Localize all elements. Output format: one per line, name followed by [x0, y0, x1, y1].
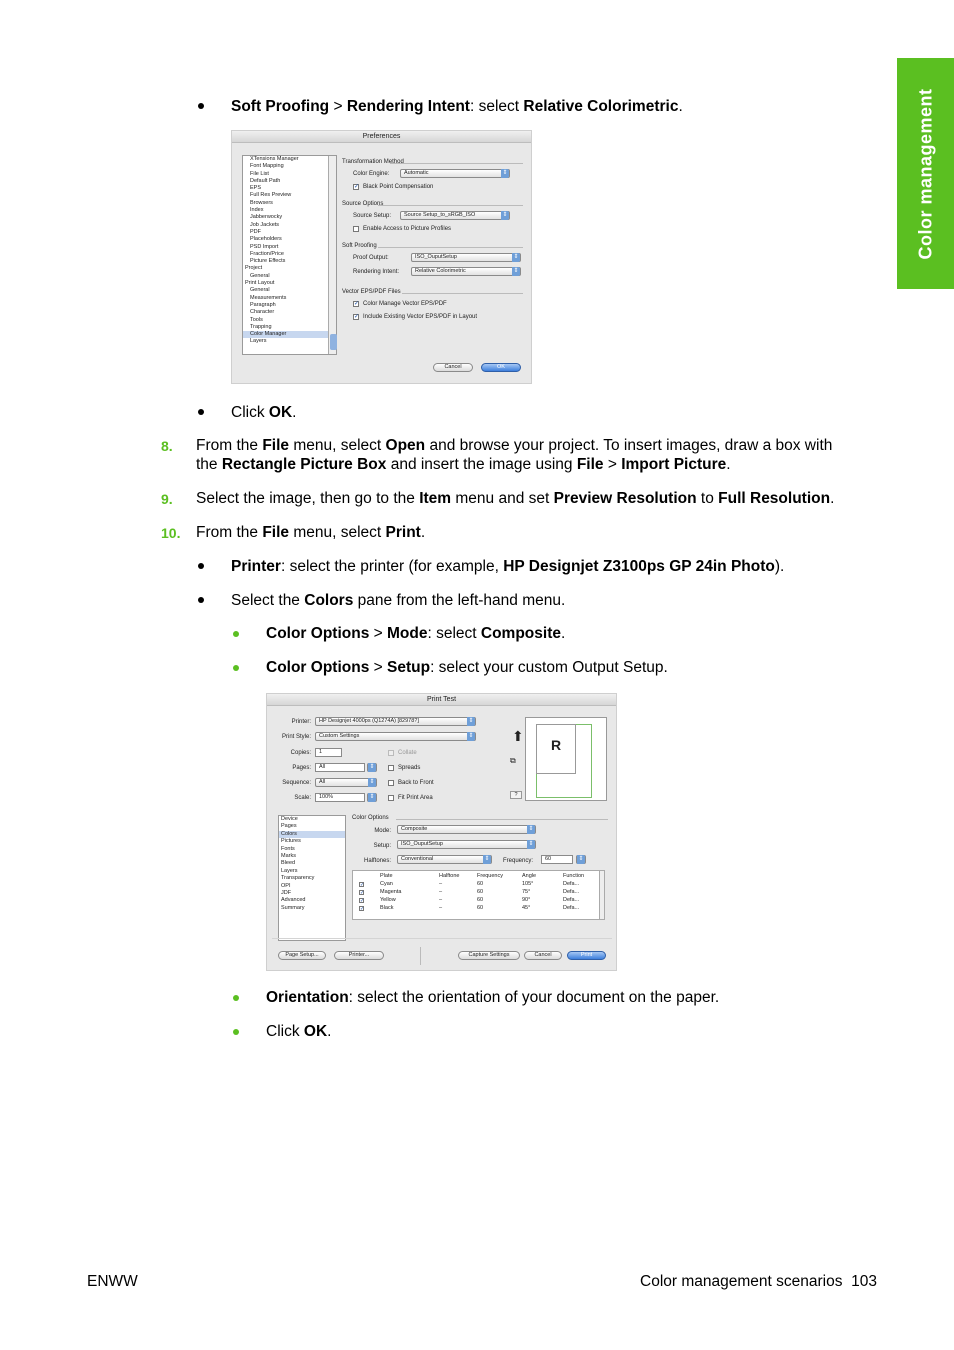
- bullet: [198, 103, 204, 109]
- separator: >: [603, 456, 622, 473]
- collate-checkbox[interactable]: [388, 750, 394, 756]
- footer-right: [640, 1273, 877, 1291]
- table-cell: –: [439, 881, 443, 887]
- step-9: [196, 489, 834, 508]
- table-cell: –: [439, 905, 443, 911]
- col-header-angle: Angle: [522, 873, 537, 879]
- scale-field[interactable]: 100%: [315, 793, 365, 802]
- text: Select the: [231, 592, 305, 609]
- footer-left: ENWW: [87, 1273, 138, 1290]
- pane-item-layers[interactable]: Layers: [281, 867, 298, 874]
- scroll-thumb[interactable]: [330, 334, 337, 350]
- text: the: [196, 456, 222, 473]
- pane-item-fonts[interactable]: Fonts: [281, 845, 295, 852]
- step-10: [196, 523, 425, 542]
- list-item[interactable]: Print Layout: [245, 280, 275, 287]
- capture-settings-button[interactable]: Capture Settings: [458, 951, 520, 960]
- list-item[interactable]: Picture Effects: [250, 258, 286, 265]
- list-item[interactable]: PSD Import: [250, 243, 279, 250]
- separator: >: [369, 659, 387, 676]
- step-click-ok-2: [266, 1022, 331, 1041]
- step-color-setup: [266, 658, 668, 677]
- pane-list[interactable]: [278, 815, 346, 941]
- list-item[interactable]: Font Mapping: [250, 163, 284, 170]
- footer-section-title: Color management scenarios: [640, 1273, 843, 1290]
- spreads-label: Spreads: [398, 765, 421, 771]
- list-item[interactable]: Tools: [250, 316, 263, 323]
- chapter-tab-label: Color management: [915, 87, 935, 260]
- pane-item-pages[interactable]: Pages: [281, 823, 297, 830]
- table-cell: Black: [380, 905, 394, 911]
- value-full-resolution: Full Resolution: [718, 490, 831, 507]
- pane-item-transparency[interactable]: Transparency: [281, 875, 315, 882]
- setting-mode: Mode: [387, 625, 428, 642]
- list-item[interactable]: PDF: [250, 228, 261, 235]
- list-item[interactable]: File List: [250, 170, 269, 177]
- halftones-label: Halftones:: [363, 858, 391, 864]
- list-item[interactable]: Index: [250, 207, 264, 214]
- text: menu, select: [289, 524, 386, 541]
- source-setup-popup[interactable]: Source Setup_to_sRGB_ISO ⇕: [400, 211, 510, 220]
- divider: [396, 819, 608, 820]
- proof-output-popup[interactable]: ISO_OuputSetup ⇕: [411, 253, 521, 262]
- printer-button[interactable]: Printer...: [334, 951, 384, 960]
- cancel-button[interactable]: Cancel: [524, 951, 562, 960]
- instruction-text: : select: [469, 98, 524, 115]
- sequence-popup[interactable]: All ⇕: [315, 778, 377, 787]
- setting-orientation: Orientation: [266, 989, 349, 1006]
- text: : select the orientation of your document on the paper.: [348, 989, 720, 1006]
- menu-file: File: [262, 437, 290, 454]
- plate-checkbox[interactable]: ✓: [360, 898, 365, 904]
- bullet: [233, 665, 239, 671]
- setup-popup[interactable]: ISO_OuputSetup ⇕: [397, 840, 536, 849]
- print-style-popup[interactable]: Custom Settings ⇕: [315, 732, 476, 741]
- step-number-8: 8.: [161, 438, 173, 454]
- separator: >: [329, 98, 347, 115]
- page-preview: [525, 717, 607, 801]
- color-engine-label: Color Engine:: [353, 171, 390, 177]
- mode-label: Mode:: [374, 828, 391, 834]
- page-number: 103: [851, 1273, 877, 1290]
- sequence-label: Sequence:: [282, 780, 311, 786]
- print-button[interactable]: Print: [567, 951, 606, 960]
- period: .: [678, 98, 683, 115]
- bullet: [233, 631, 239, 637]
- text: : select your custom Output Setup.: [430, 659, 668, 676]
- table-cell: 60: [477, 905, 484, 911]
- text: and browse your project. To insert images, draw a box with: [425, 437, 833, 454]
- spreads-checkbox[interactable]: [388, 765, 394, 771]
- table-cell: –: [439, 897, 443, 903]
- divider: [272, 938, 612, 939]
- text: menu and set: [451, 490, 554, 507]
- pane-colors: Colors: [304, 592, 354, 609]
- table-cell: Defa...: [563, 889, 580, 895]
- text: menu, select: [289, 437, 386, 454]
- table-cell: 90°: [522, 897, 531, 903]
- preferences-title: Preferences: [232, 131, 531, 143]
- list-item[interactable]: Job Jackets: [250, 221, 280, 228]
- period: .: [327, 1023, 332, 1040]
- section-vector-files: Vector EPS/PDF Files: [342, 289, 401, 295]
- printer-popup[interactable]: HP Designjet 4000ps (Q1274A) [82978?] ⇕: [315, 717, 476, 726]
- text: : select the printer (for example,: [280, 558, 504, 575]
- pane-item-advanced[interactable]: Advanced: [281, 897, 306, 904]
- table-cell: Magenta: [380, 889, 402, 895]
- black-point-label: Black Point Compensation: [363, 184, 434, 190]
- period: .: [726, 456, 731, 473]
- list-item[interactable]: Paragraph: [250, 301, 276, 308]
- step-click-ok: [231, 403, 296, 422]
- list-item[interactable]: Jabberwocky: [250, 214, 283, 221]
- section-transformation: Transformation Method: [342, 159, 404, 165]
- setting-setup: Setup: [387, 659, 431, 676]
- list-item[interactable]: Browsers: [250, 199, 273, 206]
- pages-field[interactable]: All: [315, 763, 365, 772]
- menu-color-options: Color Options: [266, 659, 370, 676]
- list-item[interactable]: EPS: [250, 185, 262, 192]
- menu-file: File: [262, 524, 290, 541]
- menu-open: Open: [385, 437, 426, 454]
- rendering-intent-label: Rendering Intent:: [353, 269, 400, 275]
- list-item[interactable]: Character: [250, 309, 275, 316]
- pages-popup-arrow[interactable]: [367, 763, 377, 772]
- pane-item-pictures[interactable]: Pictures: [281, 838, 301, 845]
- period: .: [560, 625, 566, 642]
- list-item[interactable]: Layers: [250, 338, 267, 345]
- print-dialog-title: Print Test: [267, 694, 616, 706]
- orientation-arrow-icon[interactable]: ⬆: [512, 728, 524, 744]
- page-setup-button[interactable]: Page Setup...: [278, 951, 326, 960]
- period: .: [292, 404, 297, 421]
- plate-checkbox[interactable]: ✓: [360, 882, 365, 888]
- table-cell: 60: [477, 881, 484, 887]
- chapter-tab: [897, 58, 954, 289]
- table-cell: Cyan: [380, 881, 393, 887]
- include-existing-label: Include Existing Vector EPS/PDF in Layout: [363, 314, 478, 320]
- proof-output-label: Proof Output:: [353, 255, 389, 261]
- copies-field[interactable]: 1: [315, 748, 342, 757]
- text: From the: [196, 524, 263, 541]
- value-relative-colorimetric: Relative Colorimetric: [523, 98, 679, 115]
- plate-table[interactable]: [352, 870, 605, 920]
- setting-printer: Printer: [231, 558, 281, 575]
- printer-model: HP Designjet Z3100ps GP 24in Photo: [503, 558, 775, 575]
- color-engine-popup[interactable]: Automatic ⇕: [400, 169, 510, 178]
- list-item[interactable]: Trapping: [250, 323, 272, 330]
- fit-print-area-checkbox[interactable]: [388, 795, 394, 801]
- table-cell: 105°: [522, 881, 534, 887]
- bullet: [198, 409, 204, 415]
- table-cell: Defa...: [563, 905, 580, 911]
- pane-item-jdf[interactable]: JDF: [281, 890, 292, 897]
- ok-label: OK: [303, 1023, 328, 1040]
- text: From the: [196, 437, 263, 454]
- scale-label: Scale:: [294, 795, 311, 801]
- text: and insert the image using: [386, 456, 577, 473]
- text: ).: [774, 558, 785, 575]
- pane-item-bleed[interactable]: Bleed: [281, 860, 296, 867]
- frequency-label: Frequency:: [503, 858, 534, 864]
- col-header-halftone: Halftone: [439, 873, 460, 879]
- list-item[interactable]: XTensions Manager: [250, 156, 299, 162]
- ok-label: OK: [268, 404, 293, 421]
- table-cell: –: [439, 889, 443, 895]
- period: .: [420, 524, 426, 541]
- enable-access-checkbox[interactable]: [353, 226, 359, 232]
- text: Select the image, then go to the: [196, 490, 420, 507]
- preferences-list[interactable]: [242, 155, 337, 355]
- step-soft-proofing: [231, 97, 683, 116]
- include-existing-checkbox[interactable]: ✓: [354, 314, 360, 320]
- step-orientation: [266, 988, 719, 1007]
- value-composite: Composite: [480, 625, 561, 642]
- black-point-checkbox[interactable]: ✓: [354, 184, 360, 190]
- col-header-plate: Plate: [380, 873, 393, 879]
- list-item[interactable]: Project: [245, 265, 263, 272]
- back-to-front-checkbox[interactable]: [388, 780, 394, 786]
- preview-letter: R: [536, 724, 576, 774]
- menu-file: File: [576, 456, 604, 473]
- divider: [378, 205, 523, 206]
- enable-access-label: Enable Access to Picture Profiles: [363, 226, 452, 232]
- bullet: [198, 597, 204, 603]
- divider: [390, 163, 523, 164]
- pane-item-colors[interactable]: Colors: [279, 831, 345, 838]
- tool-rectangle-picture-box: Rectangle Picture Box: [221, 456, 387, 473]
- mode-popup[interactable]: Composite ⇕: [397, 825, 536, 834]
- printer-label: Printer:: [291, 719, 311, 725]
- bullet: [233, 1029, 239, 1035]
- text: to: [696, 490, 719, 507]
- source-setup-label: Source Setup:: [353, 213, 392, 219]
- divider: [402, 293, 523, 294]
- text: : select: [427, 625, 481, 642]
- divider: [420, 947, 421, 965]
- menu-import-picture: Import Picture: [621, 456, 727, 473]
- plate-checkbox[interactable]: ✓: [360, 906, 365, 912]
- list-item[interactable]: Default Path: [250, 177, 281, 184]
- table-cell: Defa...: [563, 897, 580, 903]
- menu-rendering-intent: Rendering Intent: [346, 98, 470, 115]
- text: pane from the left-hand menu.: [353, 592, 566, 609]
- frequency-popup-arrow[interactable]: [576, 855, 586, 864]
- list-item[interactable]: General: [250, 287, 270, 294]
- instruction-text: Click: [231, 404, 269, 421]
- back-to-front-label: Back to Front: [398, 780, 434, 786]
- list-item[interactable]: Placeholders: [250, 236, 282, 243]
- copies-label: Copies:: [290, 750, 311, 756]
- list-item-selected[interactable]: Color Manager: [243, 331, 336, 338]
- print-style-label: Print Style:: [281, 734, 311, 740]
- color-options-heading: Color Options: [352, 815, 389, 821]
- setting-preview-resolution: Preview Resolution: [553, 490, 697, 507]
- table-cell: 60: [477, 897, 484, 903]
- setup-label: Setup:: [373, 843, 391, 849]
- pane-item-opi[interactable]: OPI: [281, 882, 291, 889]
- fit-print-area-label: Fit Print Area: [398, 795, 433, 801]
- separator: >: [369, 625, 387, 642]
- step-colors-pane: [231, 591, 565, 610]
- list-item[interactable]: Fraction/Price: [250, 250, 284, 257]
- bullet: [198, 563, 204, 569]
- section-soft-proofing: Soft Proofing: [342, 243, 377, 249]
- menu-print: Print: [385, 524, 421, 541]
- text: Click: [266, 1023, 304, 1040]
- pane-item-summary[interactable]: Summary: [281, 904, 305, 911]
- rendering-intent-popup[interactable]: Relative Colorimetric ⇕: [411, 267, 521, 276]
- bullet: [233, 995, 239, 1001]
- halftones-popup[interactable]: Conventional ⇕: [397, 855, 492, 864]
- table-cell: 75°: [522, 889, 531, 895]
- collate-label: Collate: [398, 750, 417, 756]
- pages-label: Pages:: [292, 765, 311, 771]
- step-color-mode: [266, 624, 565, 643]
- menu-item: Item: [419, 490, 452, 507]
- step-printer: [231, 557, 784, 576]
- help-button[interactable]: ?: [510, 791, 522, 799]
- list-item[interactable]: General: [250, 272, 270, 279]
- color-manage-vector-checkbox[interactable]: ✓: [354, 301, 360, 307]
- table-cell: 60: [477, 889, 484, 895]
- ok-button[interactable]: OK: [481, 363, 521, 372]
- pane-item-marks[interactable]: Marks: [281, 853, 296, 860]
- table-scrollbar[interactable]: [599, 871, 604, 919]
- print-dialog: [266, 693, 617, 971]
- page-flip-icon[interactable]: ⧉: [510, 756, 516, 765]
- pane-item-device[interactable]: Device: [281, 816, 298, 822]
- step-number-10: 10.: [161, 525, 181, 541]
- list-item[interactable]: Full Res Preview: [250, 192, 292, 199]
- table-cell: 45°: [522, 905, 531, 911]
- step-8-line-2: [196, 455, 731, 474]
- scale-stepper[interactable]: [367, 793, 377, 802]
- col-header-frequency: Frequency: [477, 873, 503, 879]
- plate-checkbox[interactable]: ✓: [360, 890, 365, 896]
- table-cell: Defa...: [563, 881, 580, 887]
- list-scrollbar[interactable]: [328, 156, 336, 354]
- cancel-button[interactable]: Cancel: [433, 363, 473, 372]
- divider: [378, 247, 523, 248]
- menu-color-options: Color Options: [266, 625, 370, 642]
- period: .: [830, 490, 835, 507]
- frequency-field[interactable]: 60: [541, 855, 573, 864]
- preferences-dialog: [231, 130, 532, 384]
- step-8-line-1: [196, 436, 832, 455]
- color-manage-vector-label: Color Manage Vector EPS/PDF: [363, 301, 447, 307]
- list-item[interactable]: Measurements: [250, 294, 287, 301]
- section-source-options: Source Options: [342, 201, 384, 207]
- table-cell: Yellow: [380, 897, 396, 903]
- menu-soft-proofing: Soft Proofing: [231, 98, 330, 115]
- col-header-function: Function: [563, 873, 585, 879]
- step-number-9: 9.: [161, 491, 173, 507]
